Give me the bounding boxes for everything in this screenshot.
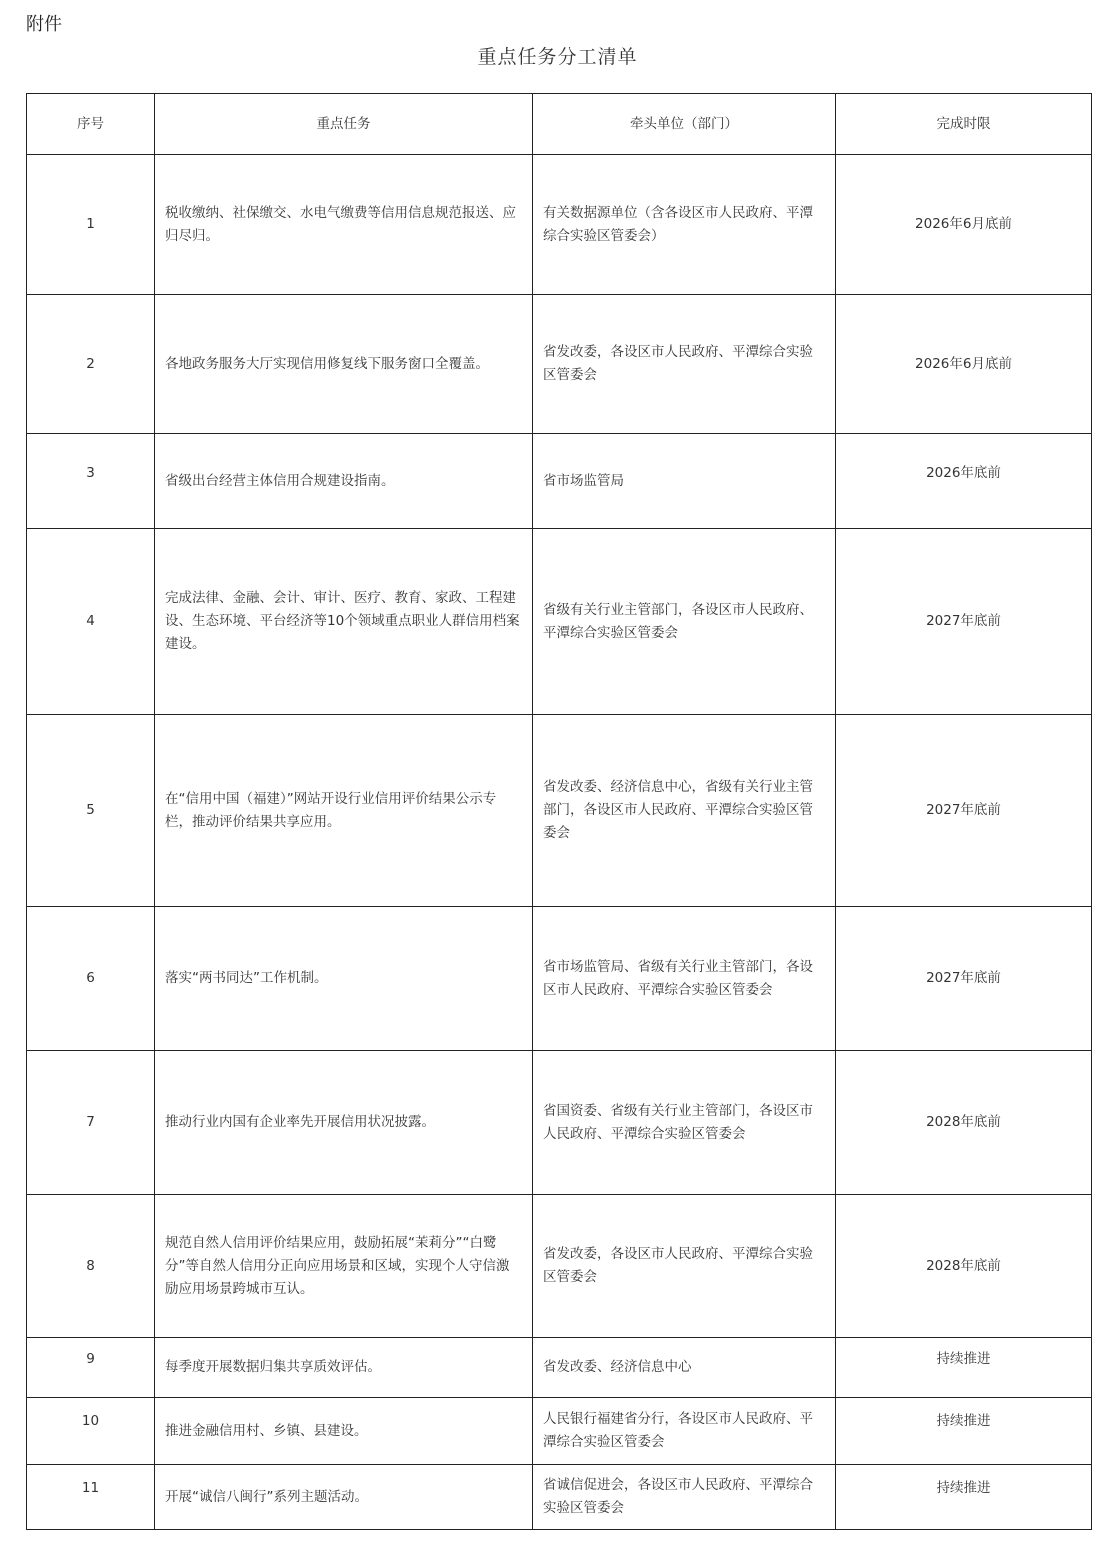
row-number: 4 xyxy=(27,529,155,715)
row-number: 6 xyxy=(27,907,155,1051)
row-lead-unit: 省国资委、省级有关行业主管部门，各设区市人民政府、平潭综合实验区管委会 xyxy=(533,1051,836,1195)
task-table xyxy=(26,93,1092,1530)
row-number: 8 xyxy=(27,1195,155,1338)
row-deadline: 2027年底前 xyxy=(836,907,1092,1051)
header-task: 重点任务 xyxy=(155,94,533,155)
row-task: 开展“诚信八闽行”系列主题活动。 xyxy=(155,1465,533,1530)
row-number: 2 xyxy=(27,295,155,434)
header-no: 序号 xyxy=(27,94,155,155)
table-header-row xyxy=(27,94,1092,155)
row-deadline: 持续推进 xyxy=(836,1398,1092,1465)
table-row xyxy=(27,295,1092,434)
row-deadline: 2027年底前 xyxy=(836,715,1092,907)
table-row xyxy=(27,1338,1092,1398)
row-deadline: 持续推进 xyxy=(836,1338,1092,1398)
row-task: 税收缴纳、社保缴交、水电气缴费等信用信息规范报送、应归尽归。 xyxy=(155,155,533,295)
attachment-label: 附件 xyxy=(26,14,62,35)
row-number: 11 xyxy=(27,1465,155,1530)
row-deadline: 2026年6月底前 xyxy=(836,295,1092,434)
row-task: 推进金融信用村、乡镇、县建设。 xyxy=(155,1398,533,1465)
table-row xyxy=(27,529,1092,715)
row-lead-unit: 有关数据源单位（含各设区市人民政府、平潭综合实验区管委会） xyxy=(533,155,836,295)
table-row xyxy=(27,715,1092,907)
row-lead-unit: 省市场监管局 xyxy=(533,434,836,529)
table-row xyxy=(27,155,1092,295)
row-lead-unit: 省发改委，各设区市人民政府、平潭综合实验区管委会 xyxy=(533,295,836,434)
row-task: 在“信用中国（福建）”网站开设行业信用评价结果公示专栏，推动评价结果共享应用。 xyxy=(155,715,533,907)
row-deadline: 2027年底前 xyxy=(836,529,1092,715)
row-lead-unit: 省发改委、经济信息中心 xyxy=(533,1338,836,1398)
row-number: 3 xyxy=(27,434,155,529)
row-deadline: 持续推进 xyxy=(836,1465,1092,1530)
row-number: 9 xyxy=(27,1338,155,1398)
table-row xyxy=(27,907,1092,1051)
row-number: 7 xyxy=(27,1051,155,1195)
row-number: 1 xyxy=(27,155,155,295)
row-task: 落实“两书同达”工作机制。 xyxy=(155,907,533,1051)
table-row xyxy=(27,1051,1092,1195)
row-lead-unit: 人民银行福建省分行，各设区市人民政府、平潭综合实验区管委会 xyxy=(533,1398,836,1465)
row-number: 10 xyxy=(27,1398,155,1465)
row-number: 5 xyxy=(27,715,155,907)
row-lead-unit: 省诚信促进会，各设区市人民政府、平潭综合实验区管委会 xyxy=(533,1465,836,1530)
row-task: 推动行业内国有企业率先开展信用状况披露。 xyxy=(155,1051,533,1195)
row-lead-unit: 省级有关行业主管部门，各设区市人民政府、平潭综合实验区管委会 xyxy=(533,529,836,715)
row-task: 各地政务服务大厅实现信用修复线下服务窗口全覆盖。 xyxy=(155,295,533,434)
row-lead-unit: 省发改委、经济信息中心，省级有关行业主管部门，各设区市人民政府、平潭综合实验区管委会 xyxy=(533,715,836,907)
row-lead-unit: 省市场监管局、省级有关行业主管部门，各设区市人民政府、平潭综合实验区管委会 xyxy=(533,907,836,1051)
row-deadline: 2028年底前 xyxy=(836,1195,1092,1338)
row-task: 每季度开展数据归集共享质效评估。 xyxy=(155,1338,533,1398)
row-deadline: 2026年6月底前 xyxy=(836,155,1092,295)
table-row xyxy=(27,434,1092,529)
row-task: 完成法律、金融、会计、审计、医疗、教育、家政、工程建设、生态环境、平台经济等10个领域重点职业人群信用档案建设。 xyxy=(155,529,533,715)
row-deadline: 2026年底前 xyxy=(836,434,1092,529)
row-deadline: 2028年底前 xyxy=(836,1051,1092,1195)
header-deadline: 完成时限 xyxy=(836,94,1092,155)
row-task: 规范自然人信用评价结果应用，鼓励拓展“茉莉分”“白鹭分”等自然人信用分正向应用场景和区域，实现个人守信激励应用场景跨城市互认。 xyxy=(155,1195,533,1338)
row-task: 省级出台经营主体信用合规建设指南。 xyxy=(155,434,533,529)
table-row xyxy=(27,1465,1092,1530)
row-lead-unit: 省发改委，各设区市人民政府、平潭综合实验区管委会 xyxy=(533,1195,836,1338)
table-row xyxy=(27,1195,1092,1338)
header-lead-unit: 牵头单位（部门） xyxy=(533,94,836,155)
document-title: 重点任务分工清单 xyxy=(477,46,638,68)
table-row xyxy=(27,1398,1092,1465)
